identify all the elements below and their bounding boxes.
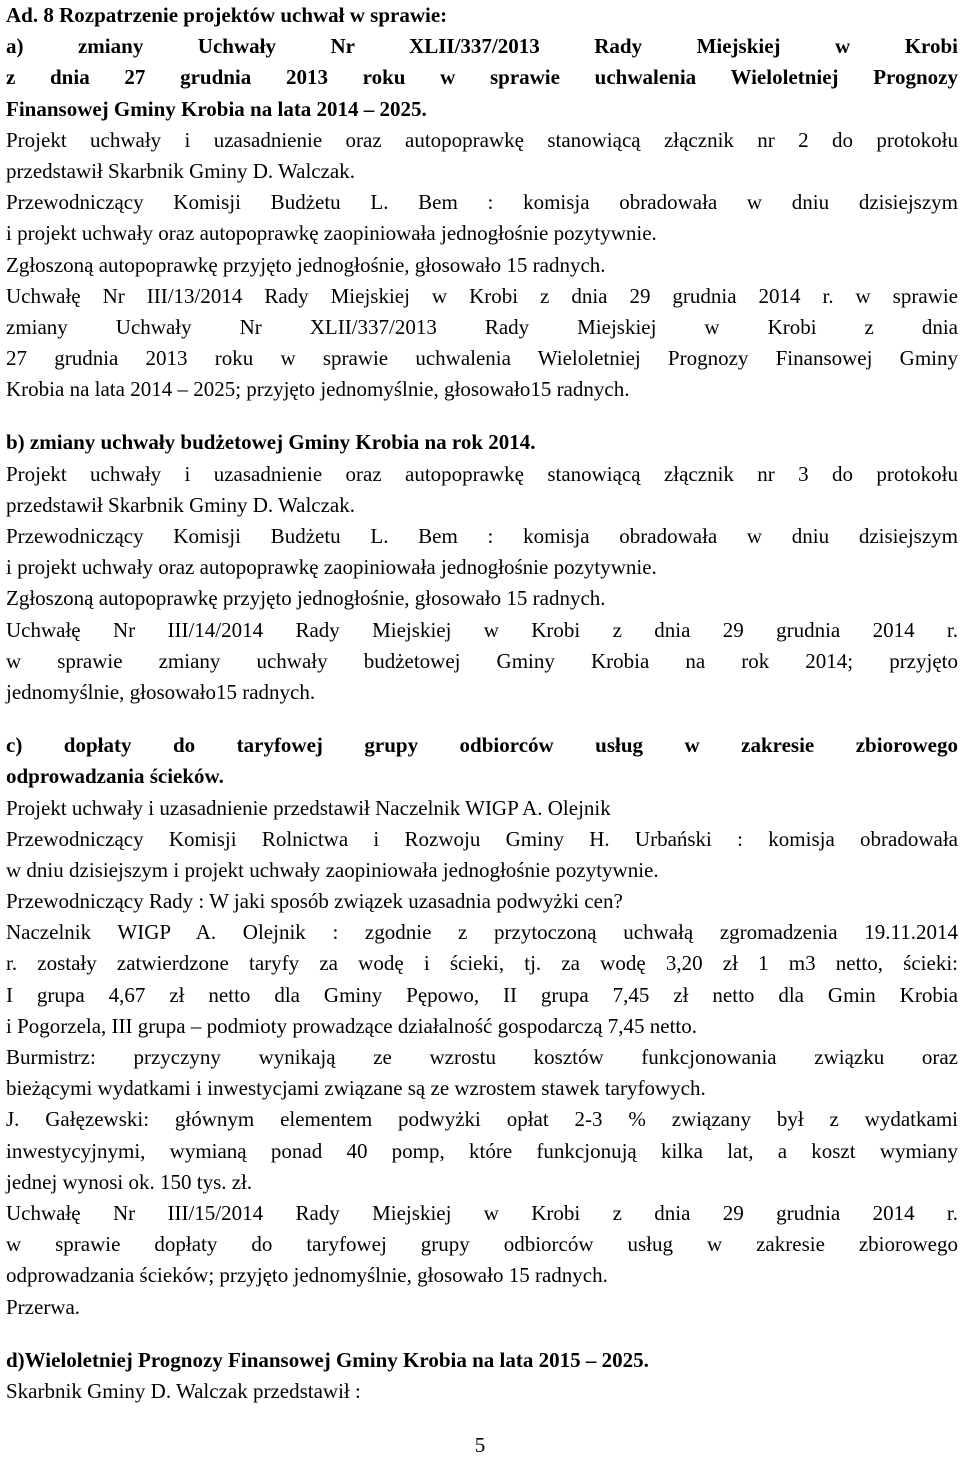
section-a-paragraph-line: 27 grudnia 2013 roku w sprawie uchwalenia Wieloletniej Prognozy Finansowej Gminy xyxy=(6,346,958,371)
section-a-title-line-3: Finansowej Gminy Krobia na lata 2014 – 2025. xyxy=(6,96,427,121)
section-b-paragraph-line: Przewodniczący Komisji Budżetu L. Bem : komisja obradowała w dniu dzisiejszym xyxy=(6,524,958,548)
section-c-paragraph-line: I grupa 4,67 zł netto dla Gminy Pępowo, II grupa 7,45 zł netto dla Gmin Krobia xyxy=(6,982,958,1007)
section-d-title: d)Wieloletniej Prognozy Finansowej Gminy Krobia na lata 2015 – 2025. xyxy=(6,1347,649,1372)
section-c-paragraph-line: Przerwa. xyxy=(6,1294,81,1319)
section-c-paragraph-line: Przewodniczący Rady : W jaki sposób związek uzasadnia podwyżki cen? xyxy=(6,889,623,914)
section-c-title-line-1: c) dopłaty do taryfowej grupy odbiorców usług w zakresie zbiorowego xyxy=(6,733,958,758)
section-a-paragraph-line: i projekt uchwały oraz autopoprawkę zaopiniowała jednogłośnie pozytywnie. xyxy=(6,221,657,246)
section-b-paragraph-line: i projekt uchwały oraz autopoprawkę zaopiniowała jednogłośnie pozytywnie. xyxy=(6,555,657,580)
section-a-title-line-1: a) zmiany Uchwały Nr XLII/337/2013 Rady Miejskiej w Krobi xyxy=(6,34,958,59)
section-d-paragraph-line: Skarbnik Gminy D. Walczak przedstawił : xyxy=(6,1378,361,1403)
page-number: 5 xyxy=(474,1433,486,1457)
section-a-paragraph-line: przedstawił Skarbnik Gminy D. Walczak. xyxy=(6,158,356,183)
section-c-paragraph-line: r. zostały zatwierdzone taryfy za wodę i ścieki, tj. za wodę 3,20 zł 1 m3 netto, ścieki: xyxy=(6,951,958,976)
section-c-paragraph-line: w sprawie dopłaty do taryfowej grupy odbiorców usług w zakresie zbiorowego xyxy=(6,1232,958,1257)
section-c-paragraph-line: i Pogorzela, III grupa – podmioty prowadzące działalność gospodarczą 7,45 netto. xyxy=(6,1013,698,1038)
section-a-paragraph-line: Przewodniczący Komisji Budżetu L. Bem : komisja obradowała w dniu dzisiejszym xyxy=(6,190,958,215)
section-b-paragraph-line: Uchwałę Nr III/14/2014 Rady Miejskiej w Krobi z dnia 29 grudnia 2014 r. xyxy=(6,617,958,642)
section-c-title-line-2: odprowadzania ścieków. xyxy=(6,764,224,789)
section-b-paragraph-line: w sprawie zmiany uchwały budżetowej Gminy Krobia na rok 2014; przyjęto xyxy=(6,648,958,673)
section-a-paragraph-line: zmiany Uchwały Nr XLII/337/2013 Rady Miejskiej w Krobi z dnia xyxy=(6,314,958,339)
section-b-paragraph-line: jednomyślnie, głosowało15 radnych. xyxy=(6,679,316,704)
section-b-paragraph-line: Zgłoszoną autopoprawkę przyjęto jednogłośnie, głosowało 15 radnych. xyxy=(6,586,606,611)
document-page xyxy=(6,0,958,1407)
section-c-paragraph-line: inwestycyjnymi, wymianą ponad 40 pomp, które funkcjonują kilka lat, a koszt wymiany xyxy=(6,1138,958,1163)
section-a-title-line-2: z dnia 27 grudnia 2013 roku w sprawie uchwalenia Wieloletniej Prognozy xyxy=(6,65,958,90)
section-a-paragraph-line: Krobia na lata 2014 – 2025; przyjęto jednomyślnie, głosowało15 radnych. xyxy=(6,377,630,402)
section-c-paragraph-line: J. Gałęzewski: głównym elementem podwyżki opłat 2-3 % związany był z wydatkami xyxy=(6,1107,958,1132)
paragraph-spacer xyxy=(6,1323,958,1345)
section-b-title: b) zmiany uchwały budżetowej Gminy Krobia na rok 2014. xyxy=(6,430,536,455)
section-a-paragraph-line: Uchwałę Nr III/13/2014 Rady Miejskiej w Krobi z dnia 29 grudnia 2014 r. w sprawie xyxy=(6,283,958,308)
section-b-paragraph-line: przedstawił Skarbnik Gminy D. Walczak. xyxy=(6,492,356,517)
section-c-paragraph-line: Projekt uchwały i uzasadnienie przedstawił Naczelnik WIGP A. Olejnik xyxy=(6,795,611,820)
agenda-heading: Ad. 8 Rozpatrzenie projektów uchwał w sprawie: xyxy=(6,3,448,27)
paragraph-spacer xyxy=(6,708,958,730)
section-c-paragraph-line: bieżącymi wydatkami i inwestycjami związane są ze wzrostem stawek taryfowych. xyxy=(6,1076,706,1101)
section-a-paragraph-line: Projekt uchwały i uzasadnienie oraz autopoprawkę stanowiącą złącznik nr 2 do protokołu xyxy=(6,127,958,152)
section-c-paragraph-line: jednej wynosi ok. 150 tys. zł. xyxy=(6,1169,253,1194)
section-c-paragraph-line: Przewodniczący Komisji Rolnictwa i Rozwoju Gminy H. Urbański : komisja obradowała xyxy=(6,826,958,851)
section-a-paragraph-line: Zgłoszoną autopoprawkę przyjęto jednogłośnie, głosowało 15 radnych. xyxy=(6,252,606,277)
paragraph-spacer xyxy=(6,405,958,427)
section-c-paragraph-line: Naczelnik WIGP A. Olejnik : zgodnie z przytoczoną uchwałą zgromadzenia 19.11.2014 xyxy=(6,920,958,945)
section-c-paragraph-line: Uchwałę Nr III/15/2014 Rady Miejskiej w Krobi z dnia 29 grudnia 2014 r. xyxy=(6,1200,958,1225)
section-c-paragraph-line: w dniu dzisiejszym i projekt uchwały zaopiniowała jednogłośnie pozytywnie. xyxy=(6,857,659,882)
section-c-paragraph-line: odprowadzania ścieków; przyjęto jednomyślnie, głosowało 15 radnych. xyxy=(6,1263,608,1288)
section-b-paragraph-line: Projekt uchwały i uzasadnienie oraz autopoprawkę stanowiącą złącznik nr 3 do protokołu xyxy=(6,461,958,486)
section-c-paragraph-line: Burmistrz: przyczyny wynikają ze wzrostu kosztów funkcjonowania związku oraz xyxy=(6,1045,958,1069)
